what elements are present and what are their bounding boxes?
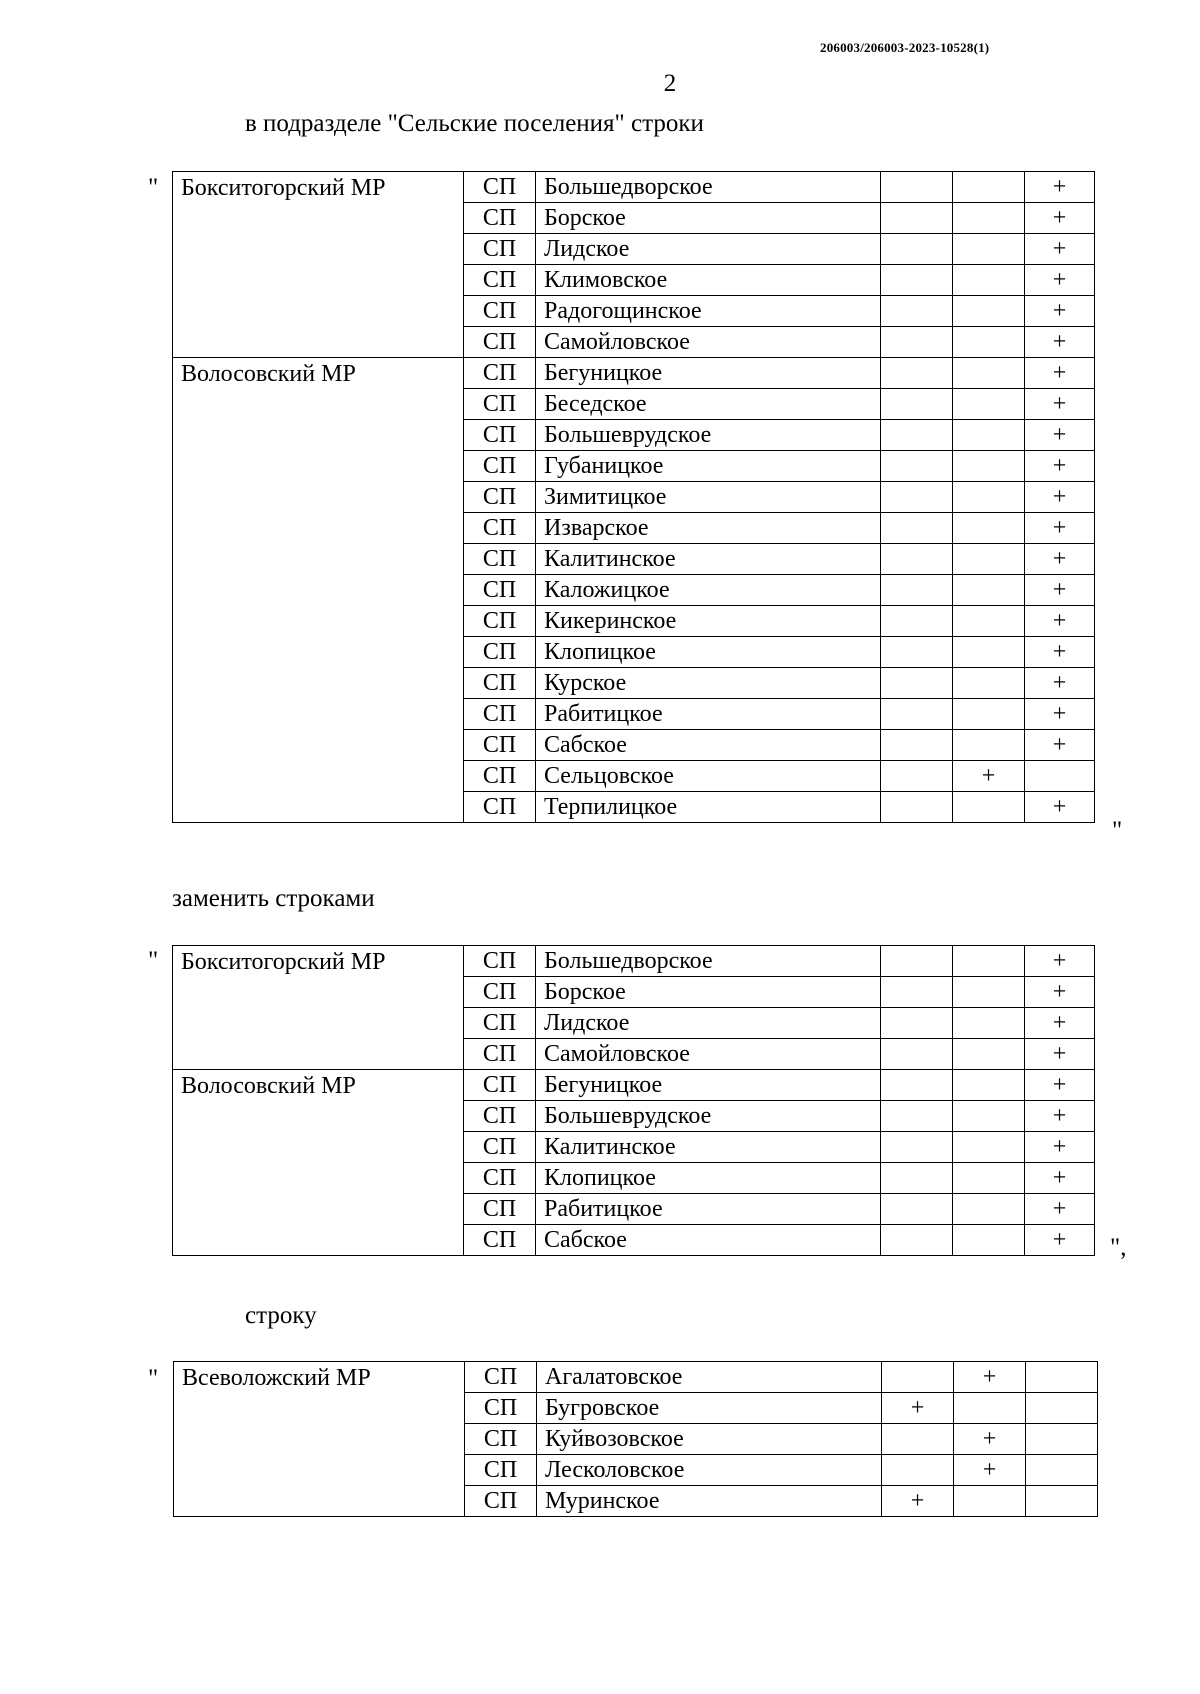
mark-cell-1 [881, 482, 953, 513]
district-cell: Волосовский МР [173, 358, 464, 823]
mark-cell-3 [1026, 1486, 1098, 1517]
settlement-name-cell: Агалатовское [537, 1362, 882, 1393]
mark-cell-3: + [1025, 358, 1095, 389]
mark-cell-2 [953, 234, 1025, 265]
settlement-type-cell: СП [464, 420, 536, 451]
mark-cell-3: + [1025, 1132, 1095, 1163]
settlement-type-cell: СП [464, 1008, 536, 1039]
settlement-type-cell: СП [464, 358, 536, 389]
mark-cell-1 [881, 977, 953, 1008]
mark-cell-3: + [1025, 389, 1095, 420]
settlement-name-cell: Кикеринское [536, 606, 881, 637]
mark-cell-1 [881, 637, 953, 668]
table-row [173, 358, 1095, 389]
mark-cell-3 [1026, 1362, 1098, 1393]
mark-cell-3: + [1025, 482, 1095, 513]
mark-cell-1 [881, 1070, 953, 1101]
settlement-type-cell: СП [464, 792, 536, 823]
mark-cell-2 [953, 1132, 1025, 1163]
mark-cell-3: + [1025, 1225, 1095, 1256]
settlement-type-cell: СП [465, 1455, 537, 1486]
mark-cell-1 [881, 761, 953, 792]
mark-cell-1 [881, 265, 953, 296]
mark-cell-2 [953, 977, 1025, 1008]
settlement-type-cell: СП [464, 699, 536, 730]
mark-cell-3: + [1025, 699, 1095, 730]
settlement-name-cell: Большедворское [536, 946, 881, 977]
settlement-type-cell: СП [464, 1225, 536, 1256]
mark-cell-2 [953, 389, 1025, 420]
settlement-type-cell: СП [464, 296, 536, 327]
mark-cell-2 [953, 668, 1025, 699]
settlement-type-cell: СП [464, 1101, 536, 1132]
settlement-type-cell: СП [464, 1070, 536, 1101]
mark-cell-1 [881, 327, 953, 358]
settlement-name-cell: Клопицкое [536, 637, 881, 668]
settlement-name-cell: Сельцовское [536, 761, 881, 792]
mark-cell-2 [953, 1194, 1025, 1225]
mark-cell-2 [953, 358, 1025, 389]
mark-cell-3: + [1025, 792, 1095, 823]
mark-cell-2: + [954, 1455, 1026, 1486]
table-old-rows [172, 171, 1095, 823]
settlement-name-cell: Клопицкое [536, 1163, 881, 1194]
settlement-name-cell: Сабское [536, 730, 881, 761]
settlement-name-cell: Бегуницкое [536, 358, 881, 389]
mark-cell-2: + [953, 761, 1025, 792]
settlement-type-cell: СП [465, 1424, 537, 1455]
settlement-name-cell: Климовское [536, 265, 881, 296]
mark-cell-2 [954, 1486, 1026, 1517]
mark-cell-1 [881, 1039, 953, 1070]
table-3-open-quote: " [148, 1365, 159, 1392]
mark-cell-1 [881, 575, 953, 606]
settlement-name-cell: Рабитицкое [536, 1194, 881, 1225]
mark-cell-3: + [1025, 1101, 1095, 1132]
settlement-name-cell: Калитинское [536, 1132, 881, 1163]
settlement-name-cell: Бегуницкое [536, 1070, 881, 1101]
mark-cell-1 [882, 1455, 954, 1486]
settlement-type-cell: СП [464, 761, 536, 792]
mark-cell-2: + [954, 1362, 1026, 1393]
settlement-type-cell: СП [464, 172, 536, 203]
mark-cell-2 [954, 1393, 1026, 1424]
settlement-name-cell: Радогощинское [536, 296, 881, 327]
settlement-type-cell: СП [464, 575, 536, 606]
mark-cell-2 [953, 172, 1025, 203]
mark-cell-1 [881, 792, 953, 823]
settlement-name-cell: Изварское [536, 513, 881, 544]
mark-cell-3: + [1025, 420, 1095, 451]
settlement-name-cell: Самойловское [536, 1039, 881, 1070]
settlement-type-cell: СП [465, 1393, 537, 1424]
mark-cell-3: + [1025, 513, 1095, 544]
settlement-type-cell: СП [464, 1132, 536, 1163]
mark-cell-2 [953, 296, 1025, 327]
settlement-name-cell: Беседское [536, 389, 881, 420]
mark-cell-2 [953, 513, 1025, 544]
settlement-name-cell: Лидское [536, 234, 881, 265]
settlement-name-cell: Зимитицкое [536, 482, 881, 513]
mark-cell-3: + [1025, 203, 1095, 234]
mark-cell-2 [953, 482, 1025, 513]
settlement-name-cell: Большеврудское [536, 1101, 881, 1132]
mark-cell-1 [881, 1194, 953, 1225]
intro-paragraph: в подразделе "Сельские поселения" строки [245, 110, 704, 137]
table-row [173, 946, 1095, 977]
mark-cell-1 [881, 203, 953, 234]
settlement-type-cell: СП [464, 1194, 536, 1225]
mark-cell-1 [881, 544, 953, 575]
mark-cell-1 [881, 420, 953, 451]
mark-cell-3 [1026, 1393, 1098, 1424]
district-cell: Бокситогорский МР [173, 946, 464, 1070]
mark-cell-2 [953, 1225, 1025, 1256]
mark-cell-2 [953, 1008, 1025, 1039]
settlement-type-cell: СП [464, 730, 536, 761]
mark-cell-1 [881, 172, 953, 203]
mark-cell-3: + [1025, 1194, 1095, 1225]
mark-cell-3: + [1025, 1039, 1095, 1070]
mark-cell-1 [881, 699, 953, 730]
settlement-name-cell: Борское [536, 203, 881, 234]
page-number: 2 [663, 70, 677, 97]
settlement-name-cell: Лидское [536, 1008, 881, 1039]
mark-cell-2 [953, 730, 1025, 761]
mark-cell-1 [881, 946, 953, 977]
settlement-name-cell: Лесколовское [537, 1455, 882, 1486]
document-id: 206003/206003-2023-10528(1) [820, 40, 990, 55]
settlement-name-cell: Большедворское [536, 172, 881, 203]
settlement-name-cell: Рабитицкое [536, 699, 881, 730]
mark-cell-2 [953, 327, 1025, 358]
mark-cell-2 [953, 203, 1025, 234]
mark-cell-2 [953, 1039, 1025, 1070]
table-1-open-quote: " [148, 174, 159, 201]
district-cell: Волосовский МР [173, 1070, 464, 1256]
settlement-name-cell: Самойловское [536, 327, 881, 358]
mark-cell-2: + [954, 1424, 1026, 1455]
settlement-type-cell: СП [465, 1486, 537, 1517]
settlement-type-cell: СП [464, 977, 536, 1008]
district-cell: Всеволожский МР [174, 1362, 465, 1517]
mark-cell-2 [953, 1101, 1025, 1132]
settlement-name-cell: Бугровское [537, 1393, 882, 1424]
mark-cell-2 [953, 1163, 1025, 1194]
table-2-close-quote: ", [1110, 1234, 1127, 1261]
mark-cell-1 [881, 296, 953, 327]
mark-cell-3: + [1025, 1070, 1095, 1101]
mark-cell-3 [1026, 1455, 1098, 1486]
settlement-name-cell: Борское [536, 977, 881, 1008]
mark-cell-1 [881, 1163, 953, 1194]
mark-cell-2 [953, 420, 1025, 451]
settlement-type-cell: СП [464, 234, 536, 265]
mark-cell-3: + [1025, 946, 1095, 977]
mark-cell-3: + [1025, 327, 1095, 358]
settlement-type-cell: СП [464, 203, 536, 234]
mark-cell-1 [881, 1101, 953, 1132]
mark-cell-1 [881, 451, 953, 482]
mark-cell-1 [881, 1132, 953, 1163]
settlement-name-cell: Куйвозовское [537, 1424, 882, 1455]
settlement-type-cell: СП [464, 637, 536, 668]
mark-cell-3: + [1025, 977, 1095, 1008]
settlement-type-cell: СП [465, 1362, 537, 1393]
settlement-type-cell: СП [464, 1163, 536, 1194]
mark-cell-1: + [882, 1486, 954, 1517]
table-1-close-quote: " [1112, 817, 1123, 844]
mark-cell-2 [953, 575, 1025, 606]
mark-cell-2 [953, 637, 1025, 668]
settlement-name-cell: Муринское [537, 1486, 882, 1517]
mark-cell-1 [882, 1424, 954, 1455]
mark-cell-2 [953, 792, 1025, 823]
settlement-type-cell: СП [464, 946, 536, 977]
settlement-name-cell: Калитинское [536, 544, 881, 575]
mark-cell-3: + [1025, 668, 1095, 699]
mark-cell-2 [953, 1070, 1025, 1101]
mark-cell-3: + [1025, 730, 1095, 761]
settlement-type-cell: СП [464, 327, 536, 358]
settlement-name-cell: Терпилицкое [536, 792, 881, 823]
mark-cell-1 [881, 358, 953, 389]
table-new-rows [172, 945, 1095, 1256]
settlement-type-cell: СП [464, 482, 536, 513]
settlement-name-cell: Губаницкое [536, 451, 881, 482]
settlement-type-cell: СП [464, 668, 536, 699]
mark-cell-1 [881, 389, 953, 420]
settlement-name-cell: Большеврудское [536, 420, 881, 451]
mark-cell-1 [881, 1225, 953, 1256]
mark-cell-1 [881, 606, 953, 637]
mark-cell-1 [881, 730, 953, 761]
settlement-type-cell: СП [464, 1039, 536, 1070]
table-row [173, 172, 1095, 203]
mark-cell-1 [881, 668, 953, 699]
table-vsevolozhsky-rows [173, 1361, 1098, 1517]
mark-cell-3: + [1025, 265, 1095, 296]
settlement-type-cell: СП [464, 606, 536, 637]
mark-cell-3 [1025, 761, 1095, 792]
settlement-name-cell: Курское [536, 668, 881, 699]
mark-cell-3: + [1025, 172, 1095, 203]
settlement-name-cell: Каложицкое [536, 575, 881, 606]
mark-cell-1 [881, 234, 953, 265]
mark-cell-3: + [1025, 606, 1095, 637]
mark-cell-2 [953, 699, 1025, 730]
district-cell: Бокситогорский МР [173, 172, 464, 358]
mark-cell-2 [953, 544, 1025, 575]
table-2-open-quote: " [148, 947, 159, 974]
mark-cell-3: + [1025, 544, 1095, 575]
mark-cell-2 [953, 606, 1025, 637]
settlement-type-cell: СП [464, 389, 536, 420]
mark-cell-1: + [882, 1393, 954, 1424]
mark-cell-3 [1026, 1424, 1098, 1455]
mark-cell-3: + [1025, 575, 1095, 606]
settlement-name-cell: Сабское [536, 1225, 881, 1256]
line-paragraph: строку [245, 1302, 317, 1329]
table-row [174, 1362, 1098, 1393]
mark-cell-1 [882, 1362, 954, 1393]
replace-paragraph: заменить строками [172, 885, 375, 912]
table-row [173, 1070, 1095, 1101]
mark-cell-2 [953, 946, 1025, 977]
settlement-type-cell: СП [464, 451, 536, 482]
settlement-type-cell: СП [464, 513, 536, 544]
mark-cell-3: + [1025, 1163, 1095, 1194]
mark-cell-3: + [1025, 296, 1095, 327]
mark-cell-2 [953, 451, 1025, 482]
mark-cell-3: + [1025, 637, 1095, 668]
settlement-type-cell: СП [464, 544, 536, 575]
mark-cell-2 [953, 265, 1025, 296]
mark-cell-3: + [1025, 1008, 1095, 1039]
mark-cell-3: + [1025, 234, 1095, 265]
mark-cell-1 [881, 513, 953, 544]
settlement-type-cell: СП [464, 265, 536, 296]
mark-cell-1 [881, 1008, 953, 1039]
mark-cell-3: + [1025, 451, 1095, 482]
